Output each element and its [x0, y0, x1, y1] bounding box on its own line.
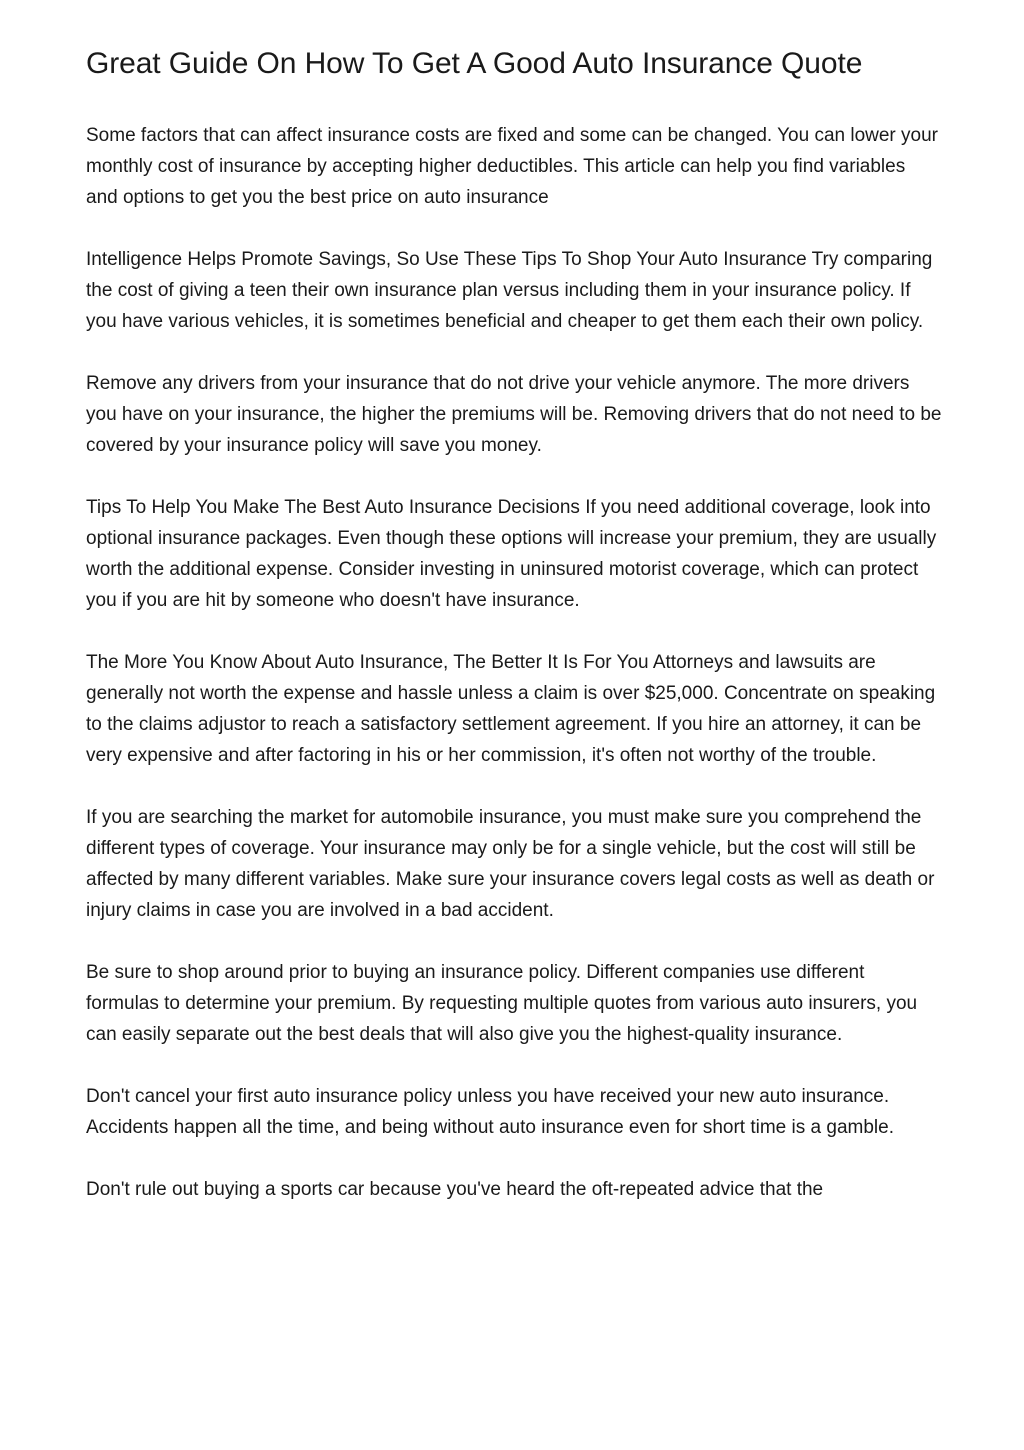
paragraph-searching-market: If you are searching the market for automobile insurance, you must make sure you comprehend the different types of coverage. Your insurance may only be for a single vehicle, but the cost will still be affected by many different variables. Make sure your insurance covers legal costs as well as death or injury claims in case you are involved in a bad accident. — [86, 807, 935, 921]
paragraph-tips-decisions: Tips To Help You Make The Best Auto Insurance Decisions If you need additional coverage, look into optional insurance packages. Even though these options will increase your premium, they are usually worth the additional expense. Consider investing in uninsured motorist coverage, which can protect you if you are hit by someone who doesn't have insurance. — [86, 497, 937, 611]
paragraph-shop-around: Be sure to shop around prior to buying an insurance policy. Different companies use different formulas to determine your premium. By requesting multiple quotes from various auto insurers, you can easily separate out the best deals that will also give you the highest-quality insurance. — [86, 962, 918, 1045]
document-page — [86, 44, 942, 1236]
paragraph-dont-cancel: Don't cancel your first auto insurance policy unless you have received your new auto insurance. Accidents happen all the time, and being without auto insurance even for short time is a gamble. — [86, 1086, 894, 1138]
paragraph-remove-drivers: Remove any drivers from your insurance that do not drive your vehicle anymore. The more drivers you have on your insurance, the higher the premiums will be. Removing drivers that do not need to be covered by your insurance policy will save you money. — [86, 373, 942, 456]
paragraph-factors: Some factors that can affect insurance costs are fixed and some can be changed. You can lower your monthly cost of insurance by accepting higher deductibles. This article can help you find variables and options to get you the best price on auto insurance — [86, 125, 938, 208]
paragraph-intelligence: Intelligence Helps Promote Savings, So Use These Tips To Shop Your Auto Insurance Try comparing the cost of giving a teen their own insurance plan versus including them in your insurance policy. If you have various vehicles, it is sometimes beneficial and cheaper to get them each their own policy. — [86, 249, 933, 332]
paragraph-more-you-know: The More You Know About Auto Insurance, The Better It Is For You Attorneys and lawsuits are generally not worth the expense and hassle unless a claim is over $25,000. Concentrate on speaking to the claims adjustor to reach a satisfactory settlement agreement. If you hire an attorney, it can be very expensive and after factoring in his or her commission, it's often not worthy of the trouble. — [86, 652, 936, 766]
document-title: Great Guide On How To Get A Good Auto Insurance Quote — [86, 47, 863, 80]
paragraph-sports-car: Don't rule out buying a sports car because you've heard the oft-repeated advice that the — [86, 1179, 824, 1200]
